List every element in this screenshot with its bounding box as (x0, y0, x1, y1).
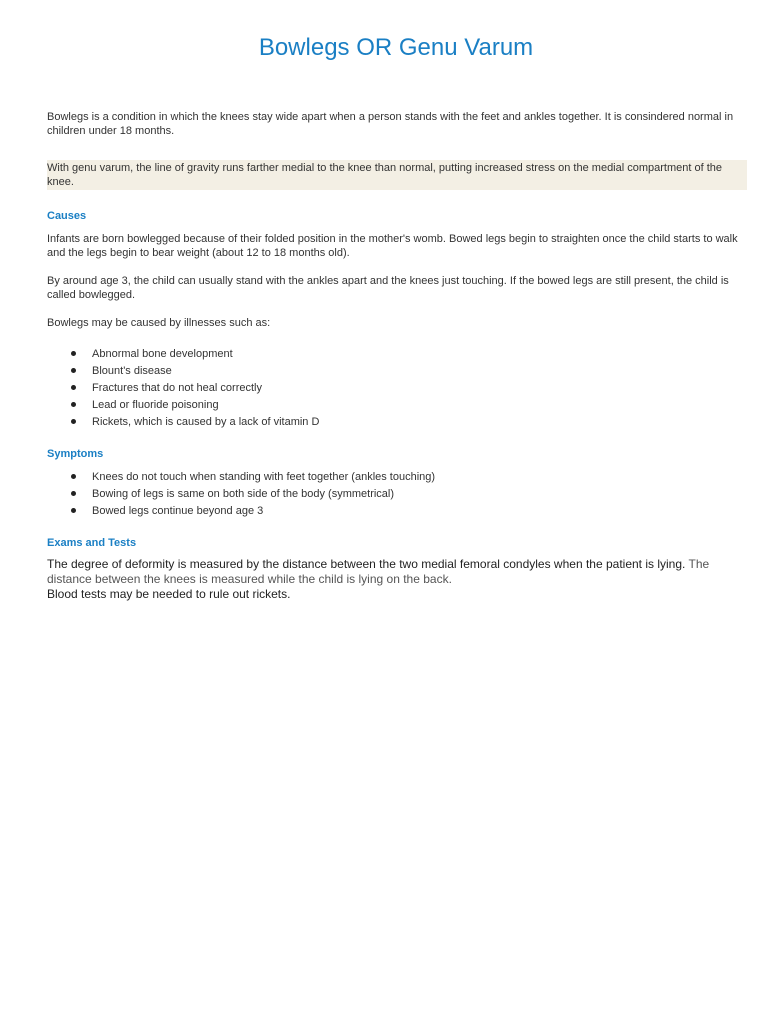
page-title: Bowlegs OR Genu Varum (258, 34, 534, 61)
document-body (47, 110, 747, 602)
list-item-text: Blount's disease (92, 365, 172, 377)
list-item-text: Abnormal bone development (92, 348, 233, 360)
exams-heading: Exams and Tests (47, 537, 137, 549)
bullet-icon (71, 402, 76, 407)
bullet-icon (71, 508, 76, 513)
bullet-icon (71, 491, 76, 496)
bullet-icon (71, 385, 76, 390)
bullet-icon (71, 419, 76, 424)
symptoms-heading: Symptoms (47, 448, 104, 460)
list-item (47, 381, 747, 398)
intro-paragraph: Bowlegs is a condition in which the knees stay wide apart when a person stands with the feet and ankles together. It is consindered normal in children under 18 months. (47, 111, 734, 137)
list-item-text: Fractures that do not heal correctly (92, 382, 262, 394)
list-item-text: Lead or fluoride poisoning (92, 399, 219, 411)
causes-paragraph-2: By around age 3, the child can usually stand with the ankles apart and the knees just touching. If the bowed legs are still present, the child is called bowlegged. (47, 275, 729, 301)
list-item-text: Bowing of legs is same on both side of the body (symmetrical) (92, 488, 395, 500)
list-item (47, 364, 747, 381)
bullet-icon (71, 351, 76, 356)
exams-sentence-2: The distance between the knees is measured while the child is lying on the back. (47, 557, 710, 586)
list-item (47, 504, 747, 521)
bullet-icon (71, 474, 76, 479)
causes-paragraph-1: Infants are born bowlegged because of their folded position in the mother's womb. Bowed legs begin to straighten once the child starts to walk and the legs begin to bear weight (about 12 to 18 months old). (47, 233, 738, 259)
highlighted-paragraph: With genu varum, the line of gravity runs farther medial to the knee than normal, putting increased stress on the medial compartment of the knee. (47, 160, 747, 190)
list-item-text: Bowed legs continue beyond age 3 (92, 505, 264, 517)
list-item (47, 347, 747, 364)
causes-list (47, 347, 747, 432)
causes-heading: Causes (47, 210, 87, 222)
list-item-text: Knees do not touch when standing with feet together (ankles touching) (92, 471, 436, 483)
bullet-icon (71, 368, 76, 373)
list-item (47, 415, 747, 432)
list-item-text: Rickets, which is caused by a lack of vitamin D (92, 416, 320, 428)
exams-sentence-1: The degree of deformity is measured by the distance between the two medial femoral condyles when the patient is lying. (47, 557, 686, 571)
list-item (47, 487, 747, 504)
list-item (47, 398, 747, 415)
symptoms-list (47, 470, 747, 521)
list-item (47, 470, 747, 487)
exams-sentence-3: Blood tests may be needed to rule out rickets. (47, 587, 291, 601)
exams-paragraph (47, 557, 747, 602)
causes-paragraph-3: Bowlegs may be caused by illnesses such as: (47, 317, 271, 329)
